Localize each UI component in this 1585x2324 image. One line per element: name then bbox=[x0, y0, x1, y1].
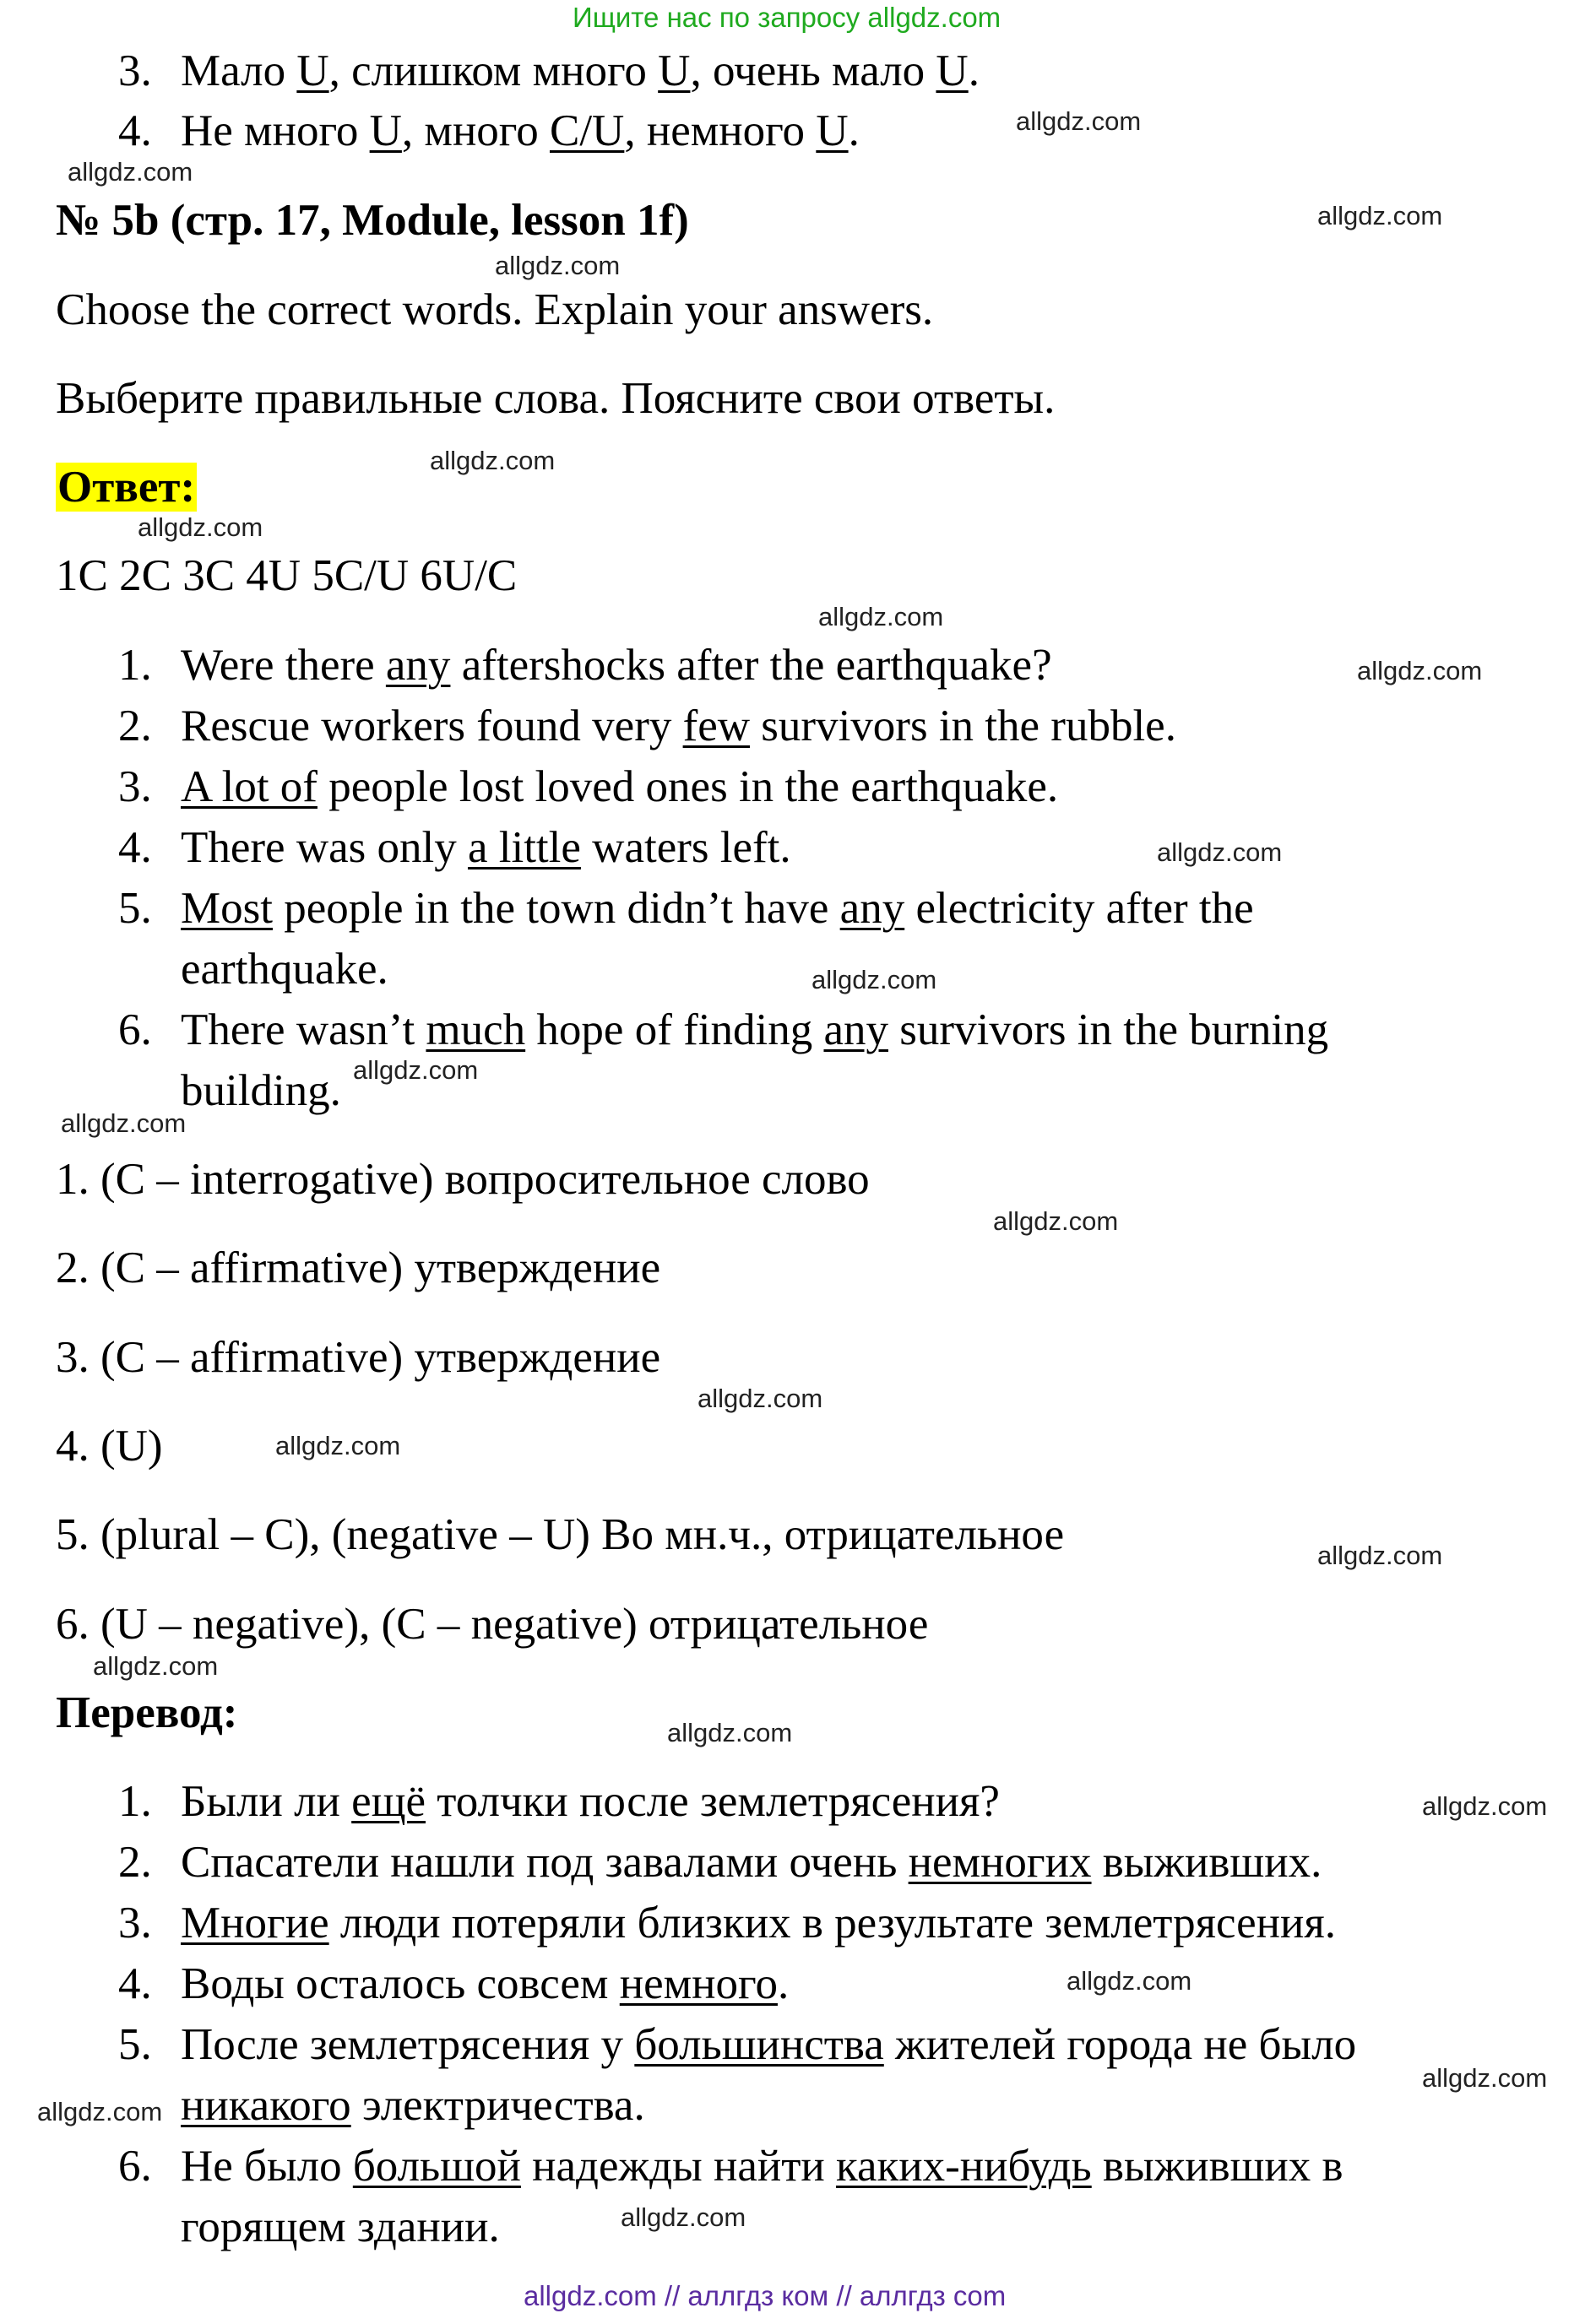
list-number: 5. bbox=[118, 884, 152, 933]
text: electricity after the bbox=[904, 884, 1254, 933]
watermark: allgdz.com bbox=[1357, 656, 1483, 685]
text: aftershocks after the earthquake? bbox=[450, 641, 1052, 690]
instruction-ru: Выберите правильные слова. Поясните свои ответы. bbox=[56, 374, 1056, 423]
text: Спасатели нашли под завалами очень bbox=[181, 1838, 909, 1887]
text: Воды осталось совсем bbox=[181, 1959, 620, 2008]
list-number: 1. bbox=[118, 1777, 152, 1826]
underlined-answer: Многие bbox=[181, 1899, 329, 1948]
watermark: allgdz.com bbox=[993, 1206, 1119, 1236]
watermark: allgdz.com bbox=[667, 1718, 793, 1747]
underlined-answer: C/U bbox=[549, 106, 625, 155]
watermark: allgdz.com bbox=[1016, 106, 1142, 136]
intro-item-3 bbox=[118, 46, 980, 95]
text: После землетрясения у bbox=[181, 2020, 635, 2069]
list-number: 6. bbox=[118, 1005, 152, 1054]
list-number: 4. bbox=[118, 823, 152, 872]
watermark: allgdz.com bbox=[1317, 1541, 1443, 1570]
underlined-answer: much bbox=[426, 1005, 526, 1054]
translation-sentence-3 bbox=[118, 1901, 1336, 1946]
translation-sentence-2 bbox=[118, 1840, 1322, 1885]
underlined-answer: any bbox=[839, 884, 905, 933]
instruction-en: Choose the correct words. Explain your answers. bbox=[56, 285, 934, 334]
intro-item-4 bbox=[118, 106, 860, 155]
answer-sentence-3 bbox=[118, 762, 1059, 811]
watermark: allgdz.com bbox=[818, 602, 944, 631]
answer-sentence-1 bbox=[118, 643, 1052, 688]
text: waters left. bbox=[580, 823, 791, 872]
list-number: 2. bbox=[118, 1838, 152, 1887]
answer-sentence-5 bbox=[118, 886, 1254, 931]
underlined-answer: any bbox=[823, 1005, 888, 1054]
list-number: 3. bbox=[118, 46, 152, 95]
bottom-banner[interactable]: allgdz.com // аллгдз ком // аллгдз com bbox=[524, 2280, 1007, 2311]
watermark: allgdz.com bbox=[138, 512, 263, 542]
watermark: allgdz.com bbox=[811, 965, 937, 994]
answer-label bbox=[56, 465, 197, 510]
underlined-answer: большинства bbox=[634, 2020, 884, 2069]
underlined-answer: U bbox=[296, 46, 329, 95]
text: people in the town didn’t have bbox=[272, 884, 840, 933]
watermark: allgdz.com bbox=[621, 2202, 746, 2232]
watermark: allgdz.com bbox=[1422, 1791, 1548, 1821]
translation-sentence-4 bbox=[118, 1959, 790, 2008]
underlined-answer: A lot of bbox=[181, 762, 318, 811]
text: Не было bbox=[181, 2142, 353, 2191]
underlined-answer: U bbox=[658, 46, 691, 95]
underlined-answer: a little bbox=[467, 823, 581, 872]
text: survivors in the burning bbox=[887, 1005, 1329, 1054]
translation-label: Перевод: bbox=[56, 1688, 238, 1737]
watermark: allgdz.com bbox=[698, 1384, 823, 1413]
answer-label-highlight: Ответ: bbox=[57, 463, 196, 512]
list-number: 6. bbox=[118, 2142, 152, 2191]
translation-sentence-5-continued bbox=[181, 2083, 645, 2128]
watermark: allgdz.com bbox=[1422, 2063, 1548, 2093]
text: Не много bbox=[181, 106, 370, 155]
explanation-6: 6. (U – negative), (C – negative) отрицательное bbox=[56, 1600, 929, 1649]
text: надежды найти bbox=[520, 2142, 836, 2191]
top-banner[interactable]: Ищите нас по запросу allgdz.com bbox=[573, 2, 1001, 33]
answer-key: 1C 2C 3C 4U 5C/U 6U/C bbox=[56, 551, 518, 600]
underlined-answer: никакого bbox=[181, 2081, 351, 2130]
explanation-3: 3. (C – affirmative) утверждение bbox=[56, 1333, 661, 1382]
watermark: allgdz.com bbox=[430, 446, 556, 475]
underlined-answer: большой bbox=[352, 2142, 521, 2191]
text: . bbox=[968, 46, 980, 95]
underlined-answer: few bbox=[682, 702, 751, 750]
answer-sentence-2 bbox=[118, 704, 1176, 749]
text: электричества. bbox=[350, 2081, 645, 2130]
text: , немного bbox=[624, 106, 817, 155]
underlined-answer: U bbox=[369, 106, 402, 155]
text: , слишком много bbox=[328, 46, 659, 95]
explanation-1: 1. (C – interrogative) вопросительное слово bbox=[56, 1155, 870, 1204]
text: Were there bbox=[181, 641, 386, 690]
text: выживших в bbox=[1091, 2142, 1343, 2191]
answer-sentence-6 bbox=[118, 1005, 1329, 1054]
list-number: 3. bbox=[118, 762, 152, 811]
answer-sentence-5-continued: earthquake. bbox=[181, 945, 388, 994]
explanation-2: 2. (C – affirmative) утверждение bbox=[56, 1243, 661, 1292]
text: There was only bbox=[181, 823, 468, 872]
translation-sentence-1 bbox=[118, 1777, 1000, 1826]
translation-sentence-5 bbox=[118, 2020, 1357, 2069]
list-number: 4. bbox=[118, 1959, 152, 2008]
text: , очень мало bbox=[690, 46, 936, 95]
list-number: 3. bbox=[118, 1899, 152, 1948]
text: толчки после землетрясения? bbox=[426, 1777, 1000, 1826]
underlined-answer: Most bbox=[181, 884, 273, 933]
text: люди потеряли близких в результате землетрясения. bbox=[328, 1899, 1336, 1948]
explanation-5: 5. (plural – C), (negative – U) Во мн.ч., отрицательное bbox=[56, 1510, 1065, 1559]
text: Rescue workers found very bbox=[181, 702, 683, 750]
underlined-answer: U bbox=[936, 46, 969, 95]
text: . bbox=[848, 106, 860, 155]
underlined-answer: каких-нибудь bbox=[836, 2142, 1092, 2191]
list-number: 1. bbox=[118, 641, 152, 690]
answer-sentence-6-continued: building. bbox=[181, 1066, 341, 1115]
underlined-answer: ещё bbox=[351, 1777, 426, 1826]
text: . bbox=[777, 1959, 790, 2008]
watermark: allgdz.com bbox=[93, 1651, 219, 1681]
watermark: allgdz.com bbox=[495, 251, 621, 280]
watermark: allgdz.com bbox=[1317, 201, 1443, 230]
text: жителей города не было bbox=[883, 2020, 1357, 2069]
watermark: allgdz.com bbox=[68, 157, 193, 187]
underlined-answer: немного bbox=[619, 1959, 778, 2008]
translation-sentence-6 bbox=[118, 2144, 1343, 2189]
underlined-answer: any bbox=[385, 641, 451, 690]
underlined-answer: U bbox=[816, 106, 849, 155]
text: , много bbox=[401, 106, 550, 155]
underlined-answer: немногих bbox=[908, 1838, 1092, 1887]
list-number: 2. bbox=[118, 702, 152, 750]
watermark: allgdz.com bbox=[275, 1431, 401, 1460]
text: survivors in the rubble. bbox=[750, 702, 1176, 750]
list-number: 4. bbox=[118, 106, 152, 155]
explanation-4: 4. (U) bbox=[56, 1422, 163, 1471]
text: Были ли bbox=[181, 1777, 352, 1826]
text: hope of finding bbox=[525, 1005, 824, 1054]
watermark: allgdz.com bbox=[1067, 1966, 1192, 1996]
translation-sentence-6-continued: горящем здании. bbox=[181, 2202, 500, 2251]
task-heading: № 5b (стр. 17, Module, lesson 1f) bbox=[56, 196, 689, 245]
text: Мало bbox=[181, 46, 297, 95]
answer-sentence-4 bbox=[118, 823, 791, 872]
watermark: allgdz.com bbox=[1157, 837, 1283, 867]
watermark: allgdz.com bbox=[353, 1055, 479, 1085]
list-number: 5. bbox=[118, 2020, 152, 2069]
watermark: allgdz.com bbox=[37, 2097, 163, 2126]
text: There wasn’t bbox=[181, 1005, 426, 1054]
watermark: allgdz.com bbox=[61, 1108, 187, 1138]
text: people lost loved ones in the earthquake. bbox=[317, 762, 1059, 811]
text: выживших. bbox=[1091, 1838, 1322, 1887]
